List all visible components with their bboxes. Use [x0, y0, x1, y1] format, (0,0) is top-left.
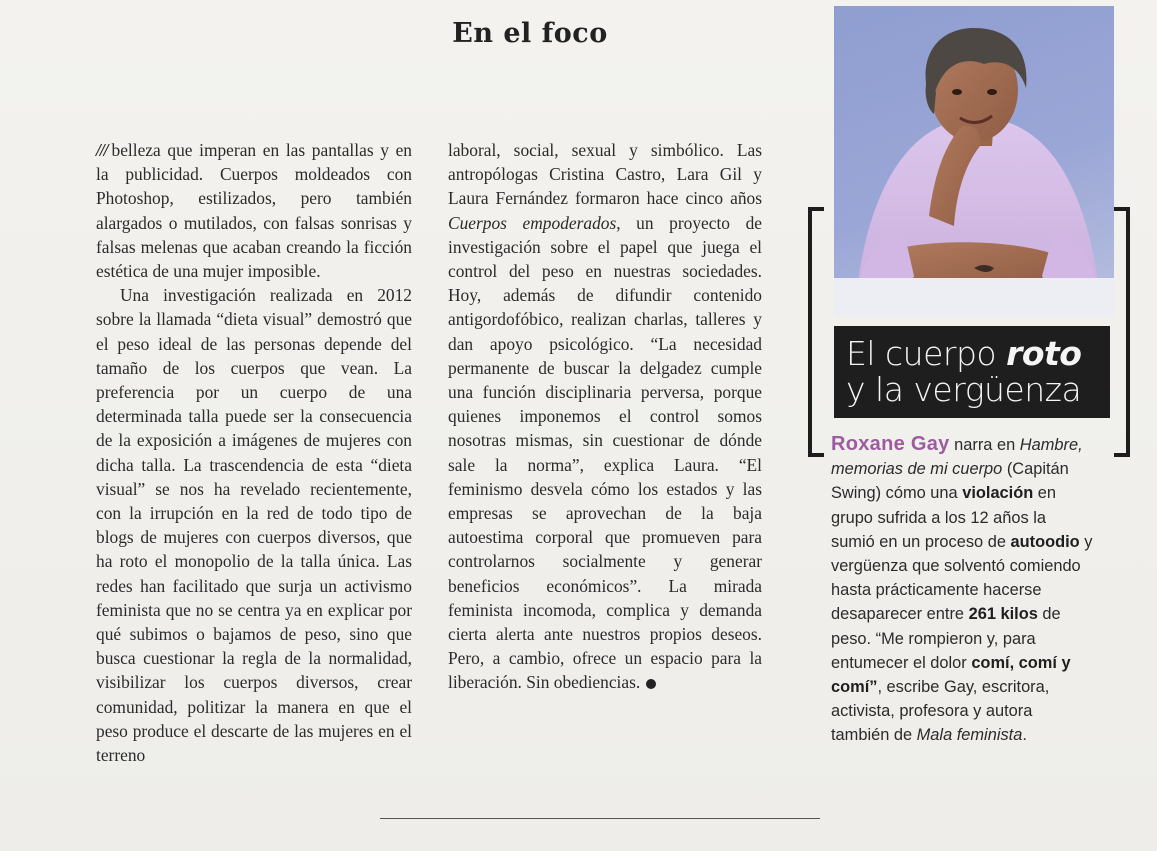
continuation-marker-icon: ///	[96, 140, 108, 160]
section-title: En el foco	[452, 18, 608, 49]
article-column-2	[448, 138, 762, 695]
headline-line-1: El cuerpo roto	[846, 334, 1082, 373]
portrait-photo	[834, 6, 1114, 316]
paragraph: Una investigación realizada en 2012 sobre la llamada “dieta visual” demostró que el peso ideal de las personas depende del tamaño de los cuerpos que vean. La preferencia por un cuerpo de una determinada talla puede ser la consecuencia de la exposición a imágenes de mujeres con dicha talla. La trascendencia de esta “dieta visual” se nos ha revelado recientemente, con la irrupción en la red de todo tipo de blogs de mujeres con cuerpos diversos, que ha roto el monopolio de la talla única. Las redes han facilitado que surja un activismo feminista que no se centra ya en explicar por qué subimos o bajamos de peso, sino que busca cuestionar la regla de la normalidad, visibilizar los cuerpos diversos, crear comunidad, politizar la manera en que el peso produce el descarte de las mujeres en el terreno	[96, 285, 412, 766]
end-dot-icon	[646, 679, 656, 689]
book-title: Cuerpos empoderados	[448, 212, 617, 233]
book-title: Hambre, memorias de mi cuerpo	[831, 436, 1083, 479]
headline-line-2: y la vergüenza	[846, 370, 1082, 409]
article-column-1	[96, 138, 412, 767]
paragraph: laboral, social, sexual y simbólico. Las antropólogas Cristina Castro, Lara Gil y Laura Fernández formaron hace cinco años Cuerpos empoderados, un proyecto de investigación sobre el papel que juega el control del peso en nuestras sociedades. Hoy, además de difundir contenido antigordofóbico, realizan charlas, talleres y dan apoyo psicológico. “La necesidad permanente de buscar la delgadez cumple una función disciplinaria perversa, porque quienes imponemos el control somos nosotras mismas, sin cuestionar de dónde sale la norma”, explica Laura. “El feminismo desvela cómo los estados y las empresas se aprovechan de la baja autoestima corporal que promueven para controlarnos socialmente y generar beneficios económicos”. La mirada feminista incomoda, complica y demanda cierta alerta ante nuestros propios deseos. Pero, a cambio, ofrece un espacio para la liberación. Sin obediencias.	[448, 140, 762, 693]
author-name: Roxane Gay	[831, 433, 950, 455]
bottom-rule	[380, 818, 820, 819]
sidebar-paragraph: Roxane Gay narra en Hambre, memorias de mi cuerpo (Capitán Swing) cómo una violación en grupo sufrida a los 12 años la sumió en un proceso de autoodio y vergüenza que solventó comiendo hasta prácticamente hacerse desaparecer entre 261 kilos de peso. “Me rompieron y, para entumecer el dolor comí, comí y comí”, escribe Gay, escritora, activista, profesora y autora también de Mala feminista.	[831, 433, 1093, 745]
portrait-illustration	[834, 6, 1114, 316]
paragraph: /// belleza que imperan en las pantallas y en la publicidad. Cuerpos moldeados con Photoshop, estilizados, pero también alargados o mutilados, con falsas sonrisas y falsas melenas que acaban creando la ficción estética de una mujer imposible.	[96, 140, 412, 282]
sidebar-text	[831, 432, 1093, 748]
headline-box	[834, 326, 1110, 418]
book-title: Mala feminista	[916, 726, 1023, 745]
left-bracket-decoration	[808, 207, 824, 457]
right-bracket-decoration	[1114, 207, 1130, 457]
